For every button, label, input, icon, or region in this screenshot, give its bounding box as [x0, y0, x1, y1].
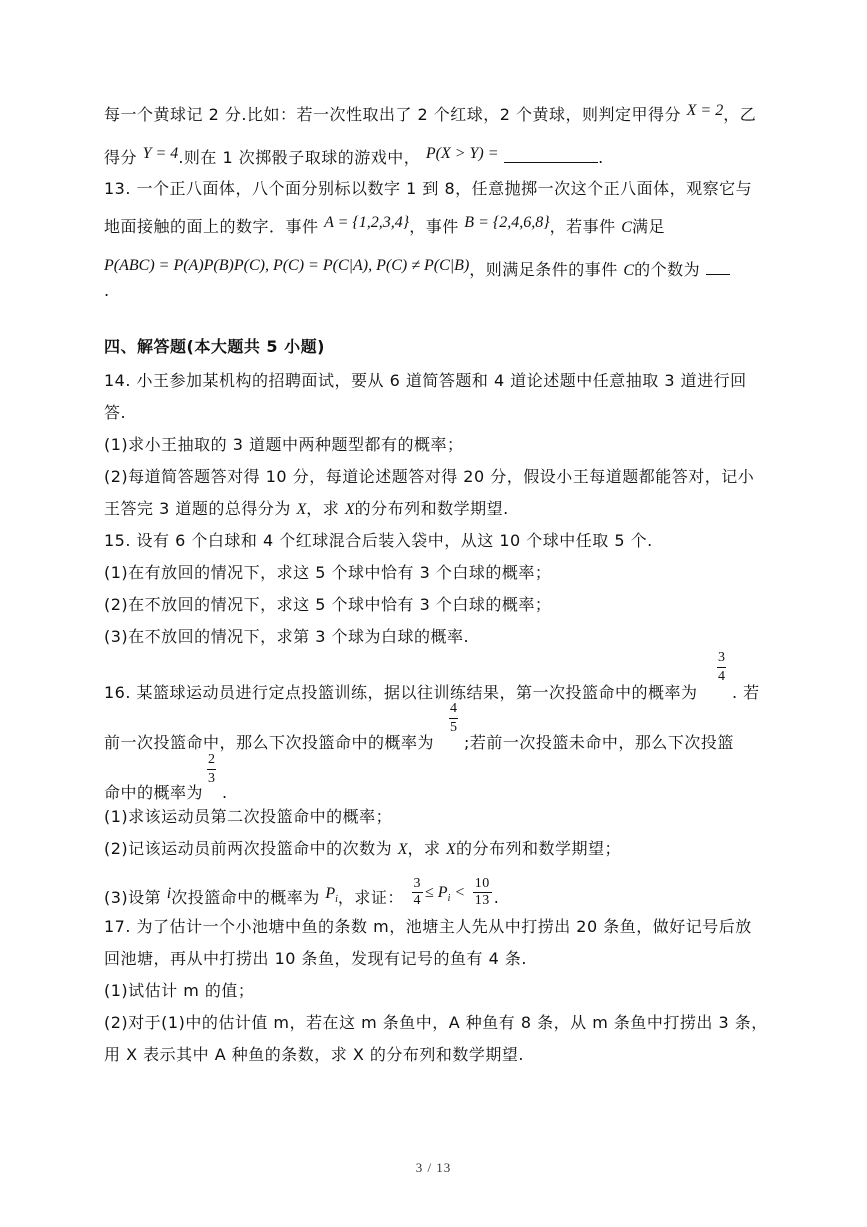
text: 满足: [631, 217, 665, 236]
q17-line-1: 17. 为了估计一个小池塘中鱼的条数 m，池塘主人先从中打捞出 20 条鱼，做好记号后放: [104, 917, 752, 936]
answer-blank: [504, 146, 598, 163]
math-expr: Y = 4: [142, 145, 179, 162]
text: (3)设第: [104, 888, 162, 907]
math-expr: X: [446, 841, 456, 858]
fraction: [449, 701, 458, 737]
math-expr: i: [166, 885, 172, 902]
fraction-denominator: 5: [450, 720, 457, 735]
math-expr: X = 2: [686, 102, 724, 119]
q14-line-1: 14. 小王参加某机构的招聘面试，要从 6 道简答题和 4 道论述题中任意抽取 3 道进行回: [104, 371, 747, 390]
q16-line-1: [104, 682, 698, 704]
q16-line-3: [104, 782, 203, 804]
q12-line-1: [104, 104, 756, 127]
q13-line-2: [104, 216, 665, 239]
q15-line-1: 15. 设有 6 个白球和 4 个红球混合后装入袋中，从这 10 个球中任取 5 个.: [104, 531, 653, 550]
q14-line-2: 答.: [104, 403, 127, 422]
fraction: [473, 876, 492, 909]
q16-line-4: (1)求该运动员第二次投篮命中的概率；: [104, 807, 393, 826]
math-expr: P(X > Y) =: [425, 145, 499, 162]
fraction: [717, 650, 726, 686]
answer-blank: [706, 258, 730, 275]
math-expr: X: [344, 501, 355, 518]
q12-line-2: [104, 146, 604, 170]
fraction: [207, 752, 216, 788]
fraction-denominator: 4: [718, 669, 725, 684]
math-expr: X: [397, 841, 408, 858]
text: ，求证：: [337, 888, 404, 907]
text: 次投篮命中的概率为: [171, 888, 320, 907]
fraction: [412, 876, 424, 909]
text: 每一个黄球记 2 分.比如：若一次性取出了 2 个红球，2 个黄球，则判定甲得分: [104, 105, 682, 124]
text: ，则满足条件的事件: [469, 260, 618, 279]
text: ，求: [407, 839, 441, 858]
text: 前一次投篮命中，那么下次投篮命中的概率为: [104, 733, 435, 752]
q16-line-2-end: ;若前一次投篮未命中，那么下次投篮: [464, 733, 734, 752]
fraction-numerator: 3: [717, 650, 726, 668]
text: 地面接触的面上的数字．事件: [104, 217, 319, 236]
text: ，若事件: [549, 217, 616, 236]
text: ，事件: [409, 217, 459, 236]
text: ，求: [306, 499, 340, 518]
q15-line-2: (1)在有放回的情况下，求这 5 个球中恰有 3 个白球的概率；: [104, 563, 552, 582]
math-symbol: P: [325, 885, 336, 902]
text: 的分布列和数学期望；: [455, 839, 621, 858]
text: .: [598, 148, 604, 167]
text: 的个数为: [634, 260, 701, 279]
math-subscript: i: [447, 893, 451, 905]
text: 的分布列和数学期望.: [354, 499, 509, 518]
math-expr: [425, 884, 466, 905]
math-expr: C: [623, 262, 635, 279]
math-expr: [325, 885, 338, 906]
q16-line-1-end: . 若: [732, 683, 760, 702]
q17-line-3: (1)试估计 m 的值；: [104, 981, 255, 1000]
fraction-numerator: 10: [474, 876, 490, 891]
q13-line-1: 13. 一个正八面体，八个面分别标以数字 1 到 8，任意抛掷一次这个正八面体，观察它与: [104, 179, 753, 198]
fraction-numerator: 4: [449, 701, 458, 719]
math-subscript: i: [335, 894, 338, 906]
fraction-numerator: 2: [207, 752, 216, 770]
text: .: [493, 888, 500, 907]
math-expr: P(ABC) = P(A)P(B)P(C), P(C) = P(C|A), P(C) ≠ P(C|B): [104, 257, 470, 274]
q17-line-4: (2)对于(1)中的估计值 m，若在这 m 条鱼中，A 种鱼有 8 条，从 m 条鱼中打捞出 3 条，: [104, 1013, 768, 1032]
q15-line-3: (2)在不放回的情况下，求这 5 个球中恰有 3 个白球的概率；: [104, 595, 552, 614]
text: 命中的概率为: [104, 783, 204, 802]
text: ，乙: [723, 105, 757, 124]
q16-line-5: [104, 838, 621, 861]
fraction-denominator: 13: [474, 893, 490, 908]
q16-line-6: [104, 876, 500, 916]
section-heading: 四、解答题(本大题共 5 小题): [104, 337, 325, 356]
text: 得分: [104, 148, 138, 167]
text: (2)记该运动员前两次投篮命中的次数为: [104, 839, 393, 858]
q16-line-2: [104, 732, 434, 754]
math-expr: A = {1,2,3,4}: [324, 214, 410, 231]
fraction-numerator: 3: [413, 876, 421, 891]
q17-line-2: 回池塘，再从中打捞出 10 条鱼，发现有记号的鱼有 4 条.: [104, 949, 527, 968]
q16-line-3-end: .: [222, 783, 228, 802]
q14-line-5: [104, 498, 509, 521]
math-symbol: ≤ P: [425, 884, 448, 901]
q14-line-3: (1)求小王抽取的 3 道题中两种题型都有的概率；: [104, 435, 464, 454]
text: .则在 1 次掷骰子取球的游戏中，: [178, 148, 421, 167]
q14-line-4: (2)每道简答题答对得 10 分，每道论述题答对得 20 分，假设小王每道题都能答对，记小: [104, 467, 755, 486]
q13-line-3: [104, 258, 730, 282]
math-expr: C: [621, 219, 632, 236]
math-symbol: <: [454, 884, 466, 901]
math-expr: X: [296, 501, 307, 518]
q15-line-4: (3)在不放回的情况下，求第 3 个球为白球的概率.: [104, 627, 470, 646]
fraction-denominator: 4: [413, 893, 421, 908]
fraction-denominator: 3: [208, 771, 215, 786]
math-expr: B = {2,4,6,8}: [464, 214, 550, 231]
text: 王答完 3 道题的总得分为: [104, 499, 291, 518]
page-number: 3 / 13: [415, 1160, 452, 1175]
q13-line-4: .: [104, 281, 110, 300]
text: 16. 某篮球运动员进行定点投篮训练，据以往训练结果，第一次投篮命中的概率为: [104, 683, 698, 702]
q17-line-5: 用 X 表示其中 A 种鱼的条数，求 X 的分布列和数学期望.: [104, 1045, 524, 1064]
